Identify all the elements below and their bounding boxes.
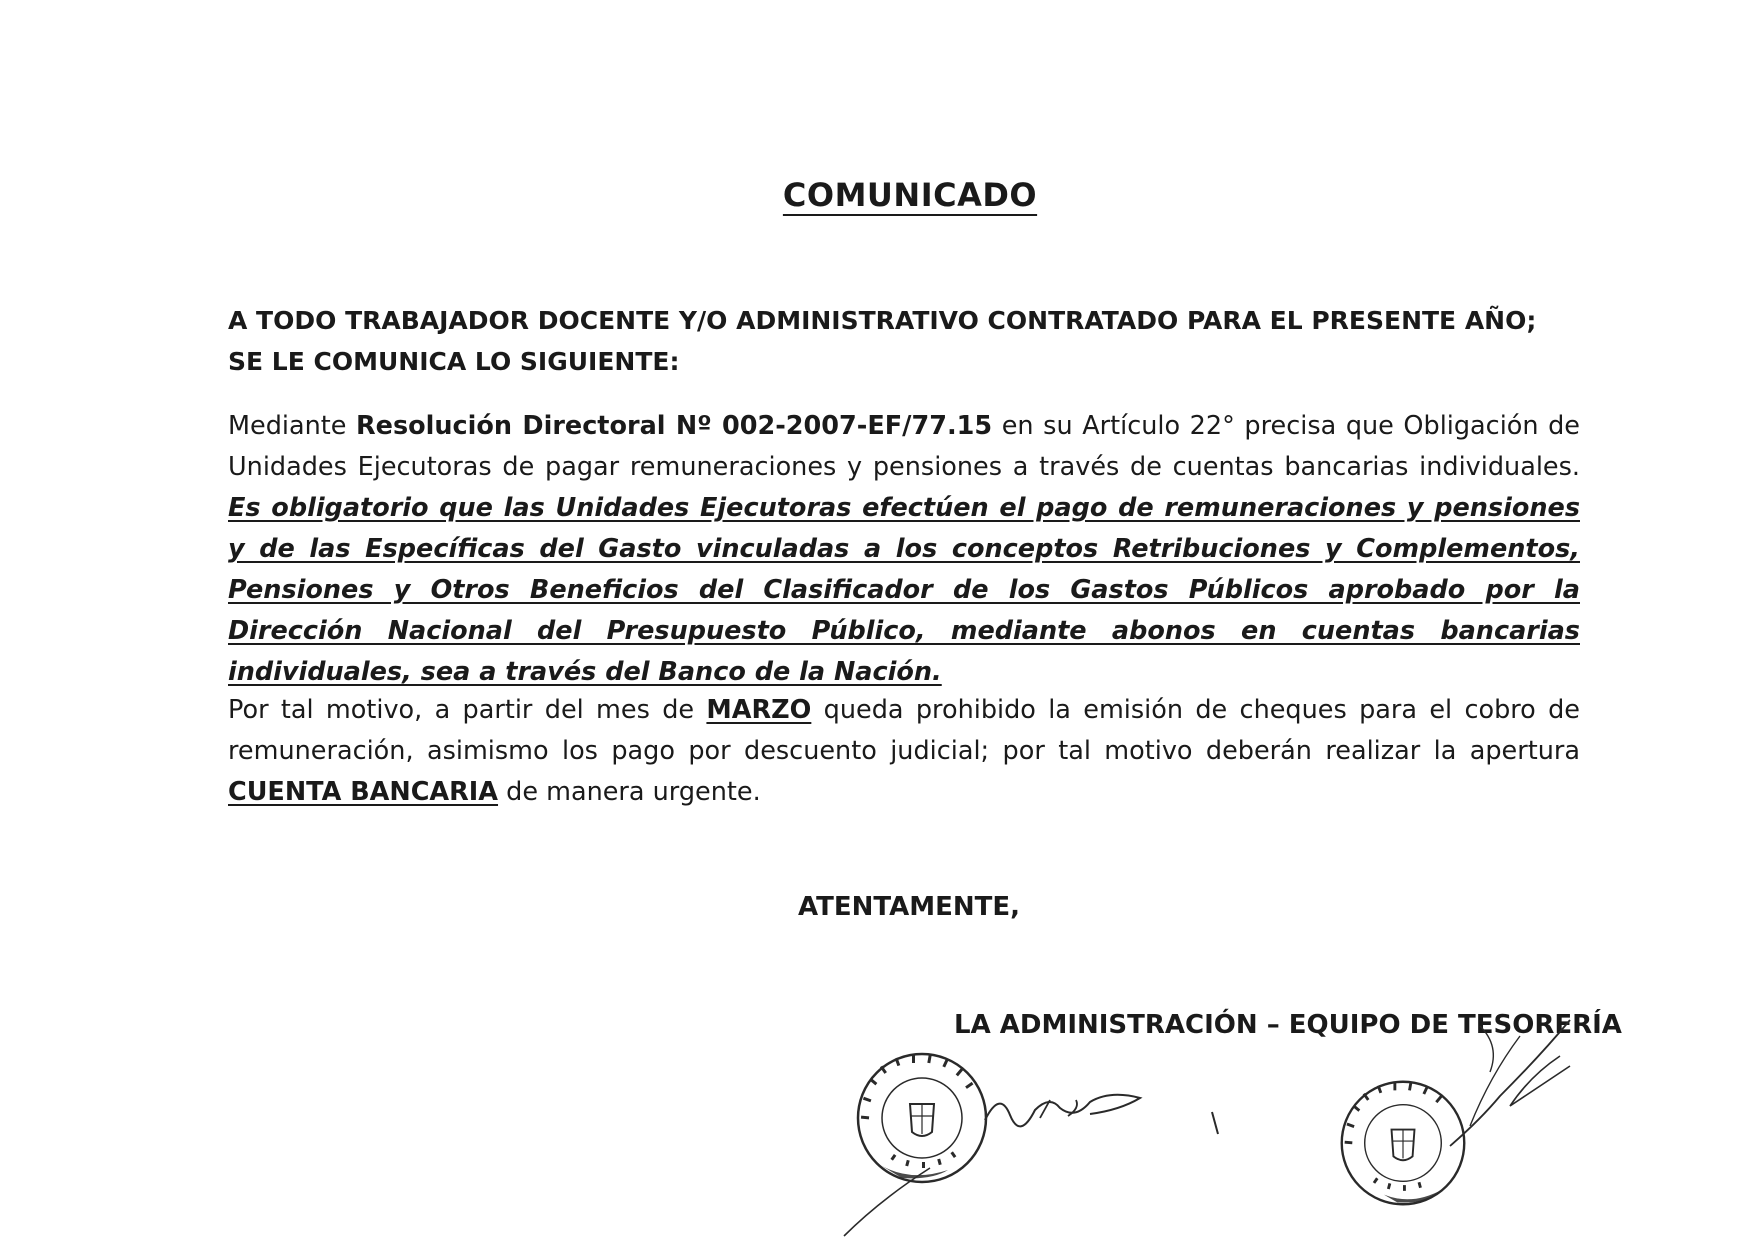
page-title: COMUNICADO (782, 176, 1038, 214)
account-highlight: CUENTA BANCARIA (228, 777, 499, 807)
signature-stroke-icon (840, 1160, 940, 1240)
para2-middle: queda prohibido la emisión de cheques para el cobro de remuneración, asimismo los pago por descuento judicial; por tal motivo deberán realizar la apertura (228, 695, 1580, 766)
signature-block: LA ADMINISTRACIÓN – EQUIPO DE TESORERÍA (954, 1010, 1622, 1040)
handwritten-signature-icon (1420, 1016, 1580, 1166)
para2-end: de manera urgente. (498, 777, 761, 807)
closing-salutation: ATENTAMENTE, (798, 892, 1020, 922)
ink-mark-icon (1208, 1110, 1228, 1140)
para1-lead: Mediante (228, 411, 357, 441)
para2-lead: Por tal motivo, a partir del mes de (228, 695, 707, 725)
paragraph-resolution (228, 406, 1580, 693)
resolution-reference: Resolución Directoral Nº 002-2007-EF/77.15 (356, 411, 993, 441)
obligation-emphasis: Es obligatorio que las Unidades Ejecutoras efectúen el pago de remuneraciones y pensiones y de las Específicas del Gasto vinculadas a los conceptos Retribuciones y Complementos, Pensiones y Otros Beneficios del Clasificador de los Gastos Públicos aprobado por la Dirección Nacional del Presupuesto Público, mediante abonos en cuentas bancarias individuales, sea a través del Banco de la Nación. (228, 493, 1580, 687)
month-highlight: MARZO (706, 695, 812, 725)
para1-rest: en su Artículo 22° precisa que Obligación de Unidades Ejecutoras de pagar remuneraciones y pensiones a través de cuentas bancarias individuales. (228, 411, 1580, 482)
handwritten-signature-icon (980, 1080, 1150, 1140)
addressee-text: A TODO TRABAJADOR DOCENTE Y/O ADMINISTRATIVO CONTRATADO PARA EL PRESENTE AÑO; SE LE COMUNICA LO SIGUIENTE: (228, 306, 1537, 376)
paragraph-prohibition (228, 690, 1580, 813)
